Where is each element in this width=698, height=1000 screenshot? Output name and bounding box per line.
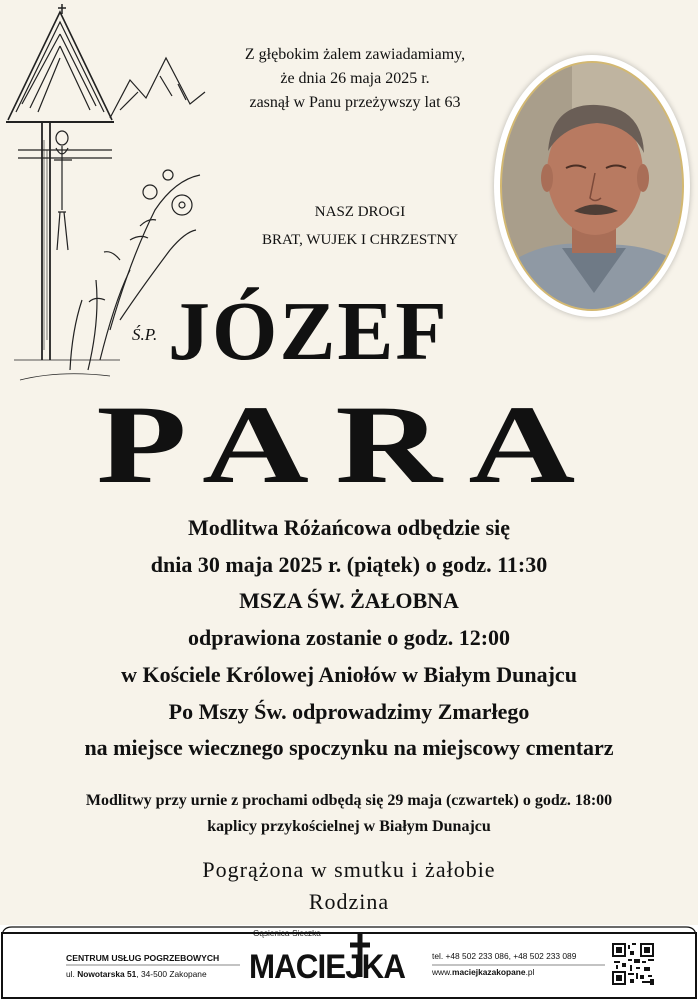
deceased-first-name: JÓZEF [168, 285, 449, 378]
relation-line: NASZ DROGI [314, 204, 406, 220]
city-name: , 34-500 Zakopane [136, 969, 207, 979]
announcement-line: zasnął w Panu przeżywszy lat 63 [249, 94, 461, 111]
urn-line: kaplicy przykościelnej w Białym Dunajcu [207, 818, 491, 835]
funeral-home-footer [0, 925, 698, 1000]
street-name: Nowotarska 51 [77, 969, 137, 979]
portrait-photo [500, 61, 684, 311]
website-tld: .pl [525, 967, 535, 977]
company-address [66, 969, 241, 979]
ceremony-line: Modlitwa Różańcowa odbędzie się [187, 515, 511, 540]
announcement-line: że dnia 26 maja 2025 r. [280, 70, 430, 87]
company-name: CENTRUM USŁUG POGRZEBOWYCH [66, 953, 220, 963]
ceremony-details [0, 510, 698, 767]
ceremony-line: na miejsce wiecznego spoczynku na miejscowy cmentarz [84, 735, 614, 761]
deceased-last-name: PARA [96, 383, 602, 507]
brand-name: MACIEJKA [249, 948, 406, 986]
deceased-prefix: Ś.P. [132, 325, 158, 344]
ceremony-line: Po Mszy Św. odprowadzimy Zmarłego [168, 698, 530, 724]
announcement-line: Z głębokim żalem zawiadamiamy, [244, 46, 466, 63]
family-line: Rodzina [308, 889, 390, 914]
announcement-text [205, 43, 505, 115]
brand-subtitle: Gąsienica-Sieczka [253, 929, 321, 938]
funeral-home-info [66, 953, 241, 979]
portrait-illustration [502, 63, 684, 311]
website-domain: maciejkazakopane [452, 967, 526, 977]
website-link[interactable] [432, 967, 612, 977]
family-signature [0, 854, 698, 918]
contact-info [432, 951, 612, 977]
qr-code-icon[interactable] [612, 943, 654, 985]
relation-line: BRAT, WUJEK I CHRZESTNY [261, 232, 459, 248]
ceremony-line: MSZA ŚW. ŻAŁOBNA [239, 588, 459, 614]
ceremony-line: odprawiona zostanie o godz. 12:00 [187, 625, 511, 651]
website-prefix: www. [432, 967, 453, 977]
ceremony-line: w Kościele Królowej Aniołów w Białym Dunajcu [121, 661, 577, 687]
urn-line: Modlitwy przy urnie z prochami odbędą się 29 maja (czwartek) o godz. 18:00 [85, 792, 613, 809]
ceremony-line: dnia 30 maja 2025 r. (piątek) o godz. 11:30 [150, 551, 548, 577]
phone-numbers: tel. +48 502 233 086, +48 502 233 089 [432, 951, 577, 961]
relation-text [215, 198, 505, 254]
urn-prayer-details [0, 788, 698, 840]
street-prefix: ul. [66, 969, 78, 979]
portrait-frame [494, 55, 690, 317]
brand-logo [245, 929, 410, 993]
family-line: Pogrążona w smutku i żałobie [202, 857, 496, 882]
